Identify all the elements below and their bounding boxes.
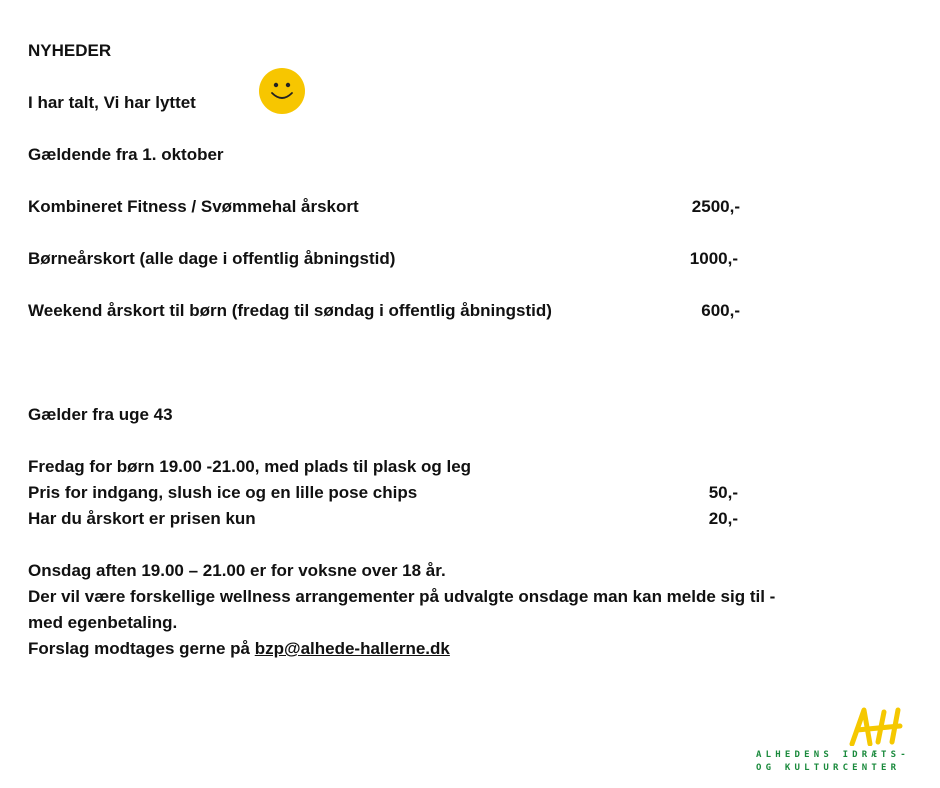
suggestions-prefix: Forslag modtages gerne på <box>28 639 255 658</box>
price-item-value: 1000,- <box>689 249 738 268</box>
price-item-value: 20,- <box>708 509 738 528</box>
wellness-text-line1: Der vil være forskellige wellness arrangementer på udvalgte onsdage man kan melde sig til - <box>28 587 776 606</box>
smiley-face-icon <box>259 68 305 114</box>
tagline: I har talt, Vi har lyttet <box>28 93 196 112</box>
ah-logo-mark-icon <box>848 706 908 746</box>
suggestions-text <box>28 636 450 662</box>
price-item-value: 2500,- <box>691 197 740 216</box>
effective-date-week: Gælder fra uge 43 <box>28 405 173 424</box>
wednesday-adults-text: Onsdag aften 19.00 – 21.00 er for voksne over 18 år. <box>28 561 446 580</box>
wellness-text-line2: med egenbetaling. <box>28 613 178 632</box>
logo-text-line1: ALHEDENS IDRÆTS- <box>756 750 910 760</box>
price-item-label: Har du årskort er prisen kun <box>28 509 256 528</box>
email-link[interactable]: bzp@alhede-hallerne.dk <box>254 639 450 658</box>
logo-text-line2: OG KULTURCENTER <box>756 763 901 773</box>
price-item-label: Kombineret Fitness / Svømmehal årskort <box>28 197 359 216</box>
center-logo <box>756 706 920 778</box>
effective-date-october: Gældende fra 1. oktober <box>28 145 224 164</box>
price-item-label: Pris for indgang, slush ice og en lille pose chips <box>28 483 418 502</box>
page-heading: NYHEDER <box>28 41 112 60</box>
price-item-value: 50,- <box>708 483 738 502</box>
price-item-value: 600,- <box>701 301 740 320</box>
friday-kids-text: Fredag for børn 19.00 -21.00, med plads til plask og leg <box>28 457 472 476</box>
price-item-label: Børneårskort (alle dage i offentlig åbningstid) <box>28 249 396 268</box>
price-item-label: Weekend årskort til børn (fredag til søndag i offentlig åbningstid) <box>28 301 552 320</box>
